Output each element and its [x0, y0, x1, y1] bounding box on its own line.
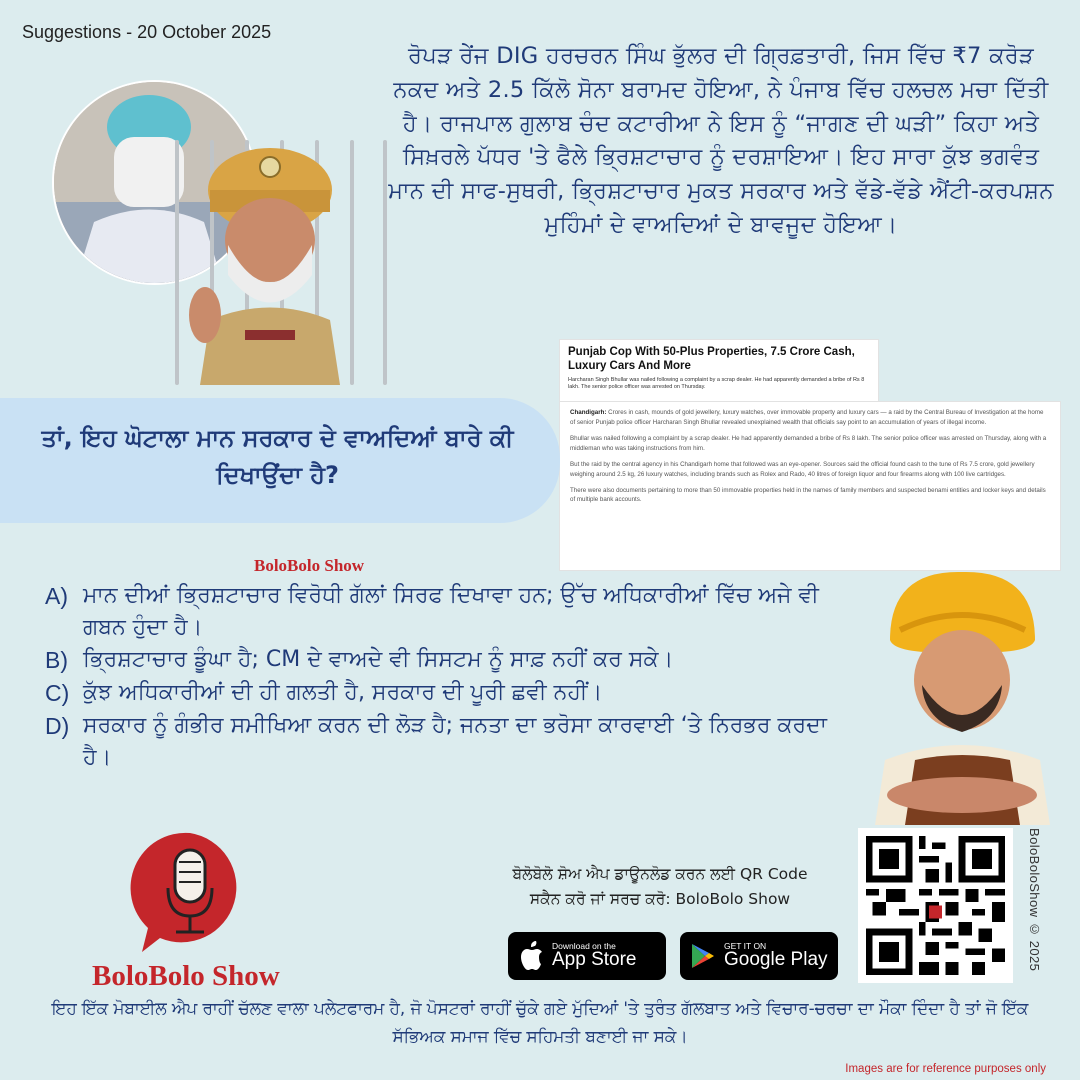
footer-description: ਇਹ ਇੱਕ ਮੋਬਾਈਲ ਐਪ ਰਾਹੀਂ ਚੱਲਣ ਵਾਲਾ ਪਲੇਟਫਾਰਮ ਹੈ, ਜੋ ਪੋਸਟਰਾਂ ਰਾਹੀਂ ਚੁੱਕੇ ਗਏ ਮੁੱਦਿਆਂ 'ਤੇ ਤੁਰੰਤ ਗੱਲਬਾਤ ਅਤੇ ਵਿਚਾਰ-ਚਰਚਾ ਦਾ ਮੌਕਾ ਦਿੰਦਾ ਹੈ ਤਾਂ ਜੋ ਇੱਕ ਸੱਭਿਅਕ ਸਮਾਜ ਵਿੱਚ ਸਹਿਮਤੀ ਬਣਾਈ ਜਾ ਸਕੇ। — [51, 998, 1029, 1046]
microphone-icon — [130, 828, 250, 956]
option-key: D) — [45, 713, 70, 740]
download-line-1: ਬੋਲੋਬੋਲੋ ਸ਼ੋਅ ਐਪ ਡਾਊਨਲੋਡ ਕਰਨ ਲਈ QR Code — [512, 865, 808, 883]
news-clipping-body — [560, 402, 1060, 570]
app-store-button[interactable] — [508, 932, 666, 980]
option-key: A) — [45, 583, 68, 609]
option-text: ਸਰਕਾਰ ਨੂੰ ਗੰਭੀਰ ਸਮੀਖਿਆ ਕਰਨ ਦੀ ਲੋੜ ਹੈ; ਜਨਤਾ ਦਾ ਭਰੋਸਾ ਕਾਰਵਾਈ ‘ਤੇ ਨਿਰਭਰ ਕਰਦਾ ਹੈ। — [83, 713, 827, 771]
download-instructions — [480, 862, 840, 912]
google-play-icon — [690, 942, 716, 970]
apple-icon — [518, 941, 544, 971]
option-key: B) — [45, 646, 68, 673]
option-text: ਕੁੱਝ ਅਧਿਕਾਰੀਆਂ ਦੀ ਹੀ ਗਲਤੀ ਹੈ, ਸਰਕਾਰ ਦੀ ਪੂਰੀ ਛਵੀ ਨਹੀਂ। — [83, 680, 603, 706]
app-store-small: Download on the — [552, 940, 616, 951]
copyright-vertical: BoloBoloShow © 2025 — [1027, 828, 1042, 972]
option-a[interactable] — [45, 580, 845, 644]
google-play-button[interactable] — [680, 932, 838, 980]
option-key: C) — [45, 680, 70, 707]
reference-note: Images are for reference purposes only — [845, 1063, 1046, 1075]
news-paragraph-3: But the raid by the central agency in his Chandigarh home that followed was an eye-opener. Sources said the official found cash to the tune of Rs 7.5 crore, gold jewellery weighing around 2.5 kg, 26 luxury watches, including brands such as Rolex and Rado, 40 litres of foreign liquor and four firearms along with 100 live cartridges. — [570, 460, 1035, 478]
app-store-label: App Store — [552, 949, 637, 971]
option-d[interactable] — [45, 710, 845, 774]
qr-code[interactable] — [858, 828, 1013, 983]
google-play-small: GET IT ON — [724, 940, 767, 951]
news-paragraph-1: Crores in cash, mounds of gold jewellery, luxury watches, over immovable property and luxury cars — a raid by the Central Bureau of Investigation at the home of senior Punjab police officer Harcharan Singh Bhullar revealed unexplained wealth that officials say point to an accumulation of years of illegal income. — [570, 409, 1044, 426]
option-c[interactable] — [45, 677, 845, 710]
news-headline: Punjab Cop With 50-Plus Properties, 7.5 Crore Cash, Luxury Cars And More — [568, 346, 855, 372]
news-dateline: Chandigarh: — [570, 409, 607, 416]
news-paragraph-4: There were also documents pertaining to more than 50 immovable properties held in the names of family members and suspected benami entities and locker keys and details of multiple bank accounts. — [570, 486, 1046, 504]
option-text: ਮਾਨ ਦੀਆਂ ਭ੍ਰਿਸ਼ਟਾਚਾਰ ਵਿਰੋਧੀ ਗੱਲਾਂ ਸਿਰਫ ਦਿਖਾਵਾ ਹਨ; ਉੱਚ ਅਧਿਕਾਰੀਆਂ ਵਿੱਚ ਅਜੇ ਵੀ ਗਬਨ ਹੁੰਦਾ ਹੈ। — [83, 583, 819, 640]
answer-options — [45, 580, 845, 774]
brand-label-small: BoloBolo Show — [254, 556, 365, 575]
news-paragraph-2: Bhullar was nailed following a complaint by a scrap dealer. He had apparently demanded a bribe of Rs 8 lakh. The senior police officer was arrested on Thursday, along with a middleman who was taking instructions from him. — [570, 434, 1047, 452]
news-clipping-header — [560, 340, 878, 402]
download-line-2: ਸਕੈਨ ਕਰੋ ਜਾਂ ਸਰਚ ਕਰੋ: BoloBolo Show — [529, 889, 791, 908]
chief-minister-cartoon — [860, 560, 1065, 825]
poster-date: Suggestions - 20 October 2025 — [22, 22, 272, 42]
officer-cartoon — [170, 145, 370, 385]
question-text: ਤਾਂ, ਇਹ ਘੋਟਾਲਾ ਮਾਨ ਸਰਕਾਰ ਦੇ ਵਾਅਦਿਆਂ ਬਾਰੇ ਕੀ ਦਿਖਾਉਂਦਾ ਹੈ? — [41, 424, 514, 490]
google-play-label: Google Play — [724, 949, 828, 971]
option-text: ਭ੍ਰਿਸ਼ਟਾਚਾਰ ਡੂੰਘਾ ਹੈ; CM ਦੇ ਵਾਅਦੇ ਵੀ ਸਿਸਟਮ ਨੂੰ ਸਾਫ਼ ਨਹੀਂ ਕਰ ਸਕੇ। — [83, 646, 674, 672]
brand-logo-text: BoloBolo Show — [92, 960, 280, 992]
intro-paragraph: ਰੋਪੜ ਰੇਂਜ DIG ਹਰਚਰਨ ਸਿੰਘ ਭੁੱਲਰ ਦੀ ਗ੍ਰਿਫ਼ਤਾਰੀ, ਜਿਸ ਵਿੱਚ ₹7 ਕਰੋੜ ਨਕਦ ਅਤੇ 2.5 ਕਿੱਲੋ ਸੋਨਾ ਬਰਾਮਦ ਹੋਇਆ, ਨੇ ਪੰਜਾਬ ਵਿੱਚ ਹਲਚਲ ਮਚਾ ਦਿੱਤੀ ਹੈ। ਰਾਜਪਾਲ ਗੁਲਾਬ ਚੰਦ ਕਟਾਰੀਆ ਨੇ ਇਸ ਨੂੰ “ਜਾਗਣ ਦੀ ਘੜੀ” ਕਿਹਾ ਅਤੇ ਸਿਖ਼ਰਲੇ ਪੱਧਰ 'ਤੇ ਫੈਲੇ ਭ੍ਰਿਸ਼ਟਾਚਾਰ ਨੂੰ ਦਰਸ਼ਾਇਆ। ਇਹ ਸਾਰਾ ਕੁੱਝ ਭਗਵੰਤ ਮਾਨ ਦੀ ਸਾਫ-ਸੁਥਰੀ, ਭ੍ਰਿਸ਼ਟਾਚਾਰ ਮੁਕਤ ਸਰਕਾਰ ਅਤੇ ਵੱਡੇ-ਵੱਡੇ ਐਂਟੀ-ਕਰਪਸ਼ਨ ਮੁਹਿੰਮਾਂ ਦੇ ਵਾਅਦਿਆਂ ਦੇ ਬਾਵਜੂਦ ਹੋਇਆ। — [388, 43, 1054, 238]
news-subhead: Harcharan Singh Bhullar was nailed following a complaint by a scrap dealer. He had apparently demanded a bribe of Rs 8 lakh. The senior police officer was arrested on Thursday. — [568, 376, 865, 390]
option-b[interactable] — [45, 644, 845, 677]
